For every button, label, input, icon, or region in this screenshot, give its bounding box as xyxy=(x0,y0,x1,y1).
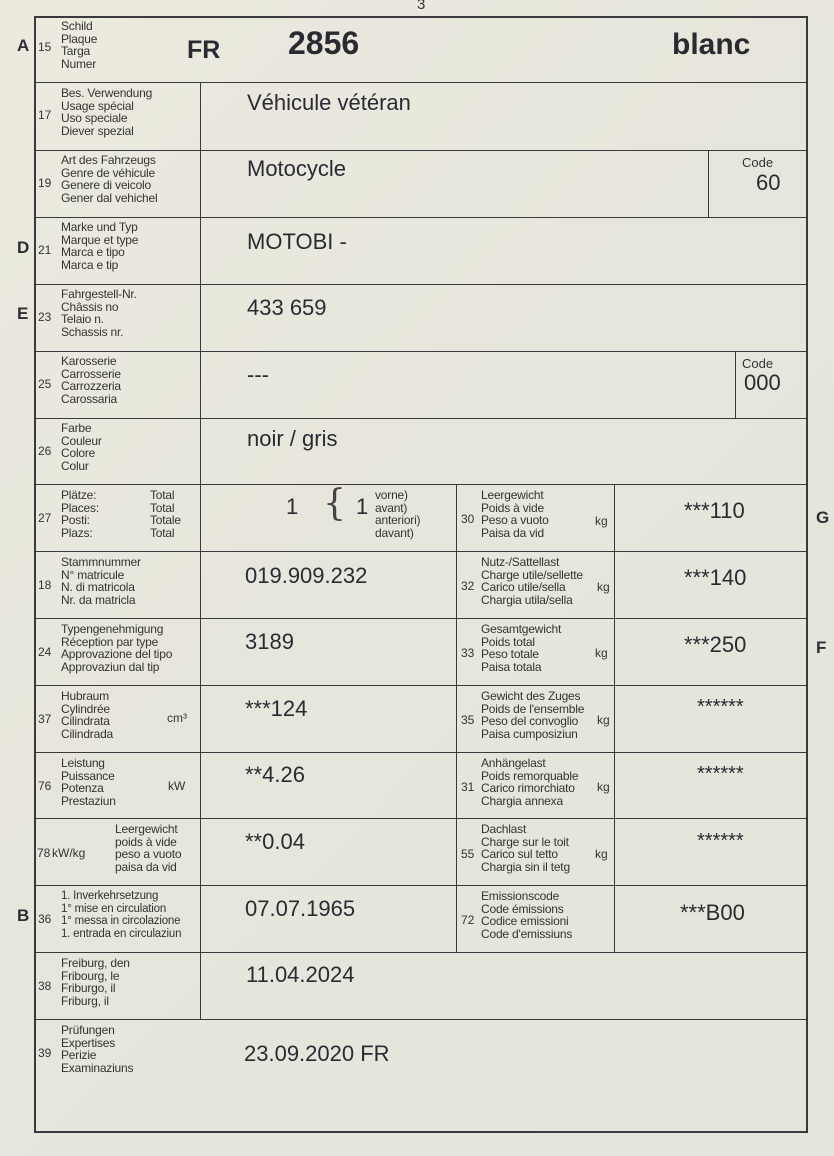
emission-code-value: ***B00 xyxy=(680,900,745,925)
side-letter-f: F xyxy=(816,638,827,657)
page-number: 3 xyxy=(417,0,426,13)
row-divider xyxy=(34,82,808,83)
side-letter-e: E xyxy=(17,304,29,323)
brace: { xyxy=(323,483,346,524)
roof-load-value: ****** xyxy=(697,830,744,852)
vehicle-type-code: 60 xyxy=(756,170,781,195)
train-weight-label: Gewicht des Zuges Poids de l'ensemble Peso del convoglio Paisa cumposiziun xyxy=(481,689,585,741)
field-number-19: 19 xyxy=(38,176,52,190)
field-number-26: 26 xyxy=(38,444,52,458)
total-weight-unit: kg xyxy=(595,646,608,660)
roof-load-label: Dachlast Charge sur le toit Carico sul tetto Chargia sin il tetg xyxy=(481,822,570,874)
empty-weight-label: Leergewicht Poids à vide Peso a vuoto Paisa da vid xyxy=(481,488,549,540)
color-label: Farbe Couleur Colore Colur xyxy=(61,421,102,473)
chassis-label: Fahrgestell-Nr. Châssis no Telaio n. Schassis nr. xyxy=(61,287,137,339)
side-letter-d: D xyxy=(17,238,30,257)
row-divider xyxy=(34,418,808,419)
field-number-18: 18 xyxy=(38,578,52,592)
payload-value: ***140 xyxy=(684,565,747,590)
field-number-27: 27 xyxy=(38,511,52,525)
column-divider xyxy=(456,484,457,952)
vehicle-type-value: Motocycle xyxy=(247,156,347,181)
plate-label: Schild Plaque Targa Numer xyxy=(61,19,98,71)
trailer-load-unit: kg xyxy=(597,780,610,794)
field-number-37: 37 xyxy=(38,712,52,726)
field-number-39: 39 xyxy=(38,1046,52,1060)
row-divider xyxy=(34,284,808,285)
code-divider xyxy=(735,351,736,418)
roof-load-unit: kg xyxy=(595,847,608,861)
base-number-label: Stammnummer N° matricule N. di matricola Nr. da matricla xyxy=(61,555,141,607)
make-model-label: Marke und Typ Marque et type Marca e tipo Marca e tip xyxy=(61,220,139,272)
empty-weight-unit: kg xyxy=(595,514,608,528)
type-approval-label: Typengenehmigung Réception par type Approvazione del tipo Approvaziun dal tip xyxy=(61,622,173,674)
row-divider xyxy=(34,885,808,886)
field-number-38: 38 xyxy=(38,979,52,993)
type-approval-value: 3189 xyxy=(245,629,294,654)
field-number-76: 76 xyxy=(38,779,52,793)
row-divider xyxy=(34,752,808,753)
plate-canton: FR xyxy=(187,36,221,64)
bodywork-value: --- xyxy=(247,362,269,387)
seats-front-value: 1 xyxy=(356,494,369,519)
train-weight-unit: kg xyxy=(597,713,610,727)
issue-date-value: 11.04.2024 xyxy=(246,962,355,987)
row-divider xyxy=(34,351,808,352)
row-divider xyxy=(34,618,808,619)
row-divider xyxy=(34,1019,808,1020)
field-number-31: 31 xyxy=(461,780,475,794)
inspection-value: 23.09.2020 FR xyxy=(244,1041,390,1066)
make-model-value: MOTOBI - xyxy=(247,229,347,254)
row-divider xyxy=(34,818,808,819)
vehicle-type-label: Art des Fahrzeugs Genre de véhicule Genere di veicolo Gener dal vehichel xyxy=(61,153,158,205)
bodywork-code-label: Code xyxy=(742,356,774,371)
field-number-33: 33 xyxy=(461,646,475,660)
first-registration-value: 07.07.1965 xyxy=(245,896,356,921)
first-registration-label: 1. Inverkehrsetzung 1° mise en circulation 1° messa in circolazione 1. entrada en circulaziun xyxy=(61,890,182,940)
power-weight-label: Leergewicht poids à vide peso a vuoto paisa da vid xyxy=(115,822,182,874)
bodywork-code: 000 xyxy=(744,370,781,395)
plate-number: 2856 xyxy=(288,25,360,61)
column-divider xyxy=(200,82,201,1019)
field-number-17: 17 xyxy=(38,108,52,122)
code-divider xyxy=(708,150,709,217)
field-number-23: 23 xyxy=(38,310,52,324)
row-divider xyxy=(34,484,808,485)
power-weight-value: **0.04 xyxy=(245,829,305,854)
field-number-35: 35 xyxy=(461,713,475,727)
column-divider xyxy=(614,484,615,952)
special-use-label: Bes. Verwendung Usage spécial Uso speciale Diever spezial xyxy=(61,86,153,138)
field-number-55: 55 xyxy=(461,847,475,861)
total-weight-value: ***250 xyxy=(684,632,747,657)
vehicle-type-code-label: Code xyxy=(742,155,774,170)
power-unit: kW xyxy=(168,779,186,793)
seats-total-label: Total Total Totale Total xyxy=(150,488,181,540)
place-date-label: Freiburg, den Fribourg, le Friburgo, il Friburg, il xyxy=(61,956,130,1008)
seats-label: Plätze: Places: Posti: Plazs: xyxy=(61,488,99,540)
seats-front-label: vorne) avant) anteriori) davant) xyxy=(375,488,421,540)
field-number-24: 24 xyxy=(38,645,52,659)
train-weight-value: ****** xyxy=(697,696,744,718)
chassis-value: 433 659 xyxy=(247,295,327,320)
payload-label: Nutz-/Sattellast Charge utile/sellette Carico utile/sella Chargia utila/sella xyxy=(481,555,583,607)
field-number-21: 21 xyxy=(38,243,52,257)
row-divider xyxy=(34,150,808,151)
field-number-15: 15 xyxy=(38,40,52,54)
side-letter-b: B xyxy=(17,906,30,925)
power-weight-unit: kW/kg xyxy=(52,846,86,860)
field-number-25: 25 xyxy=(38,377,52,391)
field-number-78: 78 xyxy=(37,846,51,860)
emission-code-label: Emissionscode Code émissions Codice emissioni Code d'emissiuns xyxy=(481,889,573,941)
power-value: **4.26 xyxy=(245,762,305,787)
field-number-36: 36 xyxy=(38,912,52,926)
power-label: Leistung Puissance Potenza Prestaziun xyxy=(61,756,116,808)
side-letter-a: A xyxy=(17,36,30,55)
special-use-value: Véhicule vétéran xyxy=(247,90,411,115)
trailer-load-value: ****** xyxy=(697,763,744,785)
field-number-30: 30 xyxy=(461,512,475,526)
displacement-unit: cm³ xyxy=(167,711,187,725)
field-number-72: 72 xyxy=(461,913,475,927)
displacement-value: ***124 xyxy=(245,696,308,721)
color-value: noir / gris xyxy=(247,426,338,451)
seats-total-value: 1 xyxy=(286,494,299,519)
plate-color: blanc xyxy=(672,28,751,61)
bodywork-label: Karosserie Carrosserie Carrozzeria Carossaria xyxy=(61,354,121,406)
inspections-label: Prüfungen Expertises Perizie Examinaziuns xyxy=(61,1023,134,1075)
base-number-value: 019.909.232 xyxy=(245,563,368,588)
payload-unit: kg xyxy=(597,580,610,594)
field-number-32: 32 xyxy=(461,579,475,593)
row-divider xyxy=(34,551,808,552)
trailer-load-label: Anhängelast Poids remorquable Carico rimorchiato Chargia annexa xyxy=(481,756,579,808)
side-letter-g: G xyxy=(816,508,830,527)
empty-weight-value: ***110 xyxy=(684,498,745,523)
displacement-label: Hubraum Cylindrée Cilindrata Cilindrada xyxy=(61,689,114,741)
row-divider xyxy=(34,685,808,686)
total-weight-label: Gesamtgewicht Poids total Peso totale Paisa totala xyxy=(481,622,562,674)
row-divider xyxy=(34,217,808,218)
row-divider xyxy=(34,952,808,953)
